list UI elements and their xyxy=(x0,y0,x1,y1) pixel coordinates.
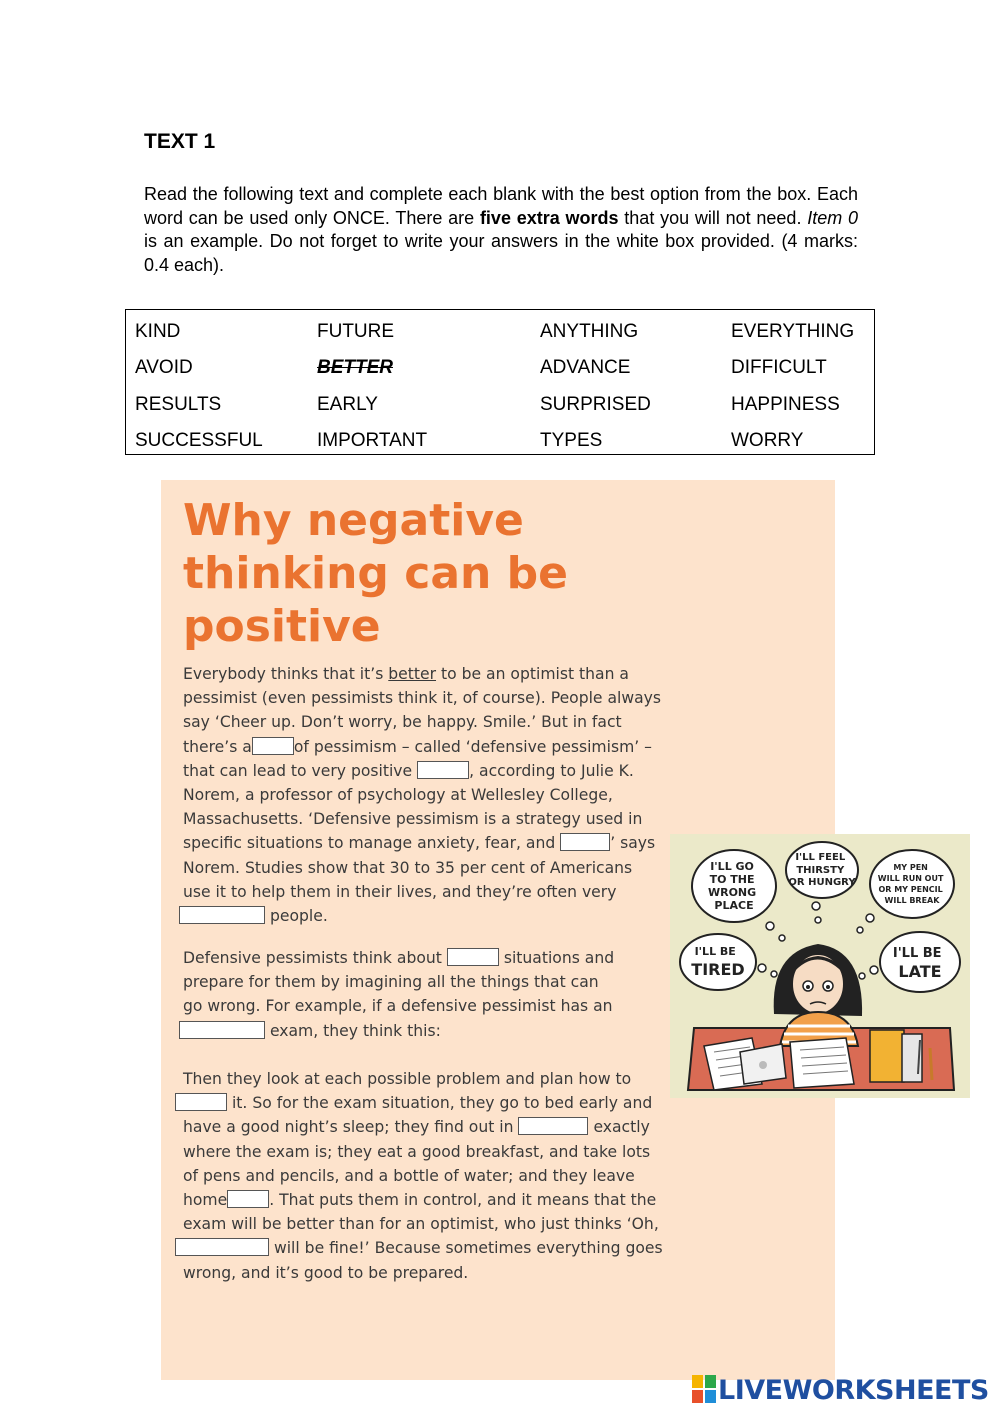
word-box-item: HAPPINESS xyxy=(731,394,840,415)
answer-blank-2[interactable] xyxy=(417,761,469,779)
word-box-item: WORRY xyxy=(731,430,804,451)
word-box xyxy=(125,309,875,455)
worried-student-illustration xyxy=(670,834,970,1098)
word-box-item-used-example: BETTER xyxy=(317,357,393,378)
liveworksheets-logo xyxy=(692,1372,989,1408)
svg-text:I'LL GO TO THE WRO xyxy=(708,860,760,912)
answer-blank-6[interactable] xyxy=(179,1021,265,1039)
bubble-text: I'LL BE xyxy=(694,945,736,958)
word-box-item: SURPRISED xyxy=(540,394,651,415)
bubble-text: WILL RUN OUT xyxy=(877,874,944,883)
bubble-text: MY PEN xyxy=(893,863,928,872)
thought-bubble-tired xyxy=(680,934,756,990)
instructions-text: is an example. Do not forget to write your answers in the white box provided. (4 marks: 0.4 each). xyxy=(144,231,858,275)
svg-text:I'LL FEEL THIRSTY xyxy=(788,852,856,888)
word-box-item: FUTURE xyxy=(317,321,395,342)
instructions-text: that you will not need. xyxy=(618,207,808,228)
answer-blank-9[interactable] xyxy=(227,1190,269,1208)
article-paragraph-3: Then they look at each possible problem and plan how to it. So for the exam situation, they go to bed early and have a good night’s sleep; they find out in exactly where the exam is; they eat a good breakfast, and take lots of pens and pencils, and a bottle of water; and they leave home . That puts them in control, and it means that the exam will be better than for an optimist, who just thinks ‘Oh, will be fine!’ Because sometimes everything goes wrong, and it’s good to be prepared. xyxy=(183,1067,683,1285)
word-box-item: EARLY xyxy=(317,394,378,415)
bubble-text: I'LL BE xyxy=(892,946,942,961)
section-heading: TEXT 1 xyxy=(144,130,216,153)
article-paragraph-1: Everybody thinks that it’s better to be an optimist than a pessimist (even pessimists think it, of course). People always say ‘Cheer up. Don’t worry, be happy. Smile.’ But in fact there’s a of pessimism – called ‘defensive pessimism’ – that can lead to very positive , according to Julie K. Norem, a professor of psychology at Wellesley College, Massachusetts. ‘Defensive pessimism is a strategy used in specific situations to manage anxiety, fear, and ’ says Norem. Studies show that 30 to 35 per cent of Americans use it to help them in their lives, and they’re often very people. xyxy=(183,662,683,928)
laptop-logo xyxy=(759,1061,767,1069)
answer-blank-8[interactable] xyxy=(518,1117,588,1135)
instructions-italic: Item 0 xyxy=(807,207,858,228)
answer-blank-3[interactable] xyxy=(560,833,610,851)
article-paragraph-2: Defensive pessimists think about situations and prepare for them by imagining all the things that can go wrong. For example, if a defensive pessimist has an exam, they think this: xyxy=(183,946,683,1043)
bubble-text: I'LL GO xyxy=(710,860,754,873)
bubble-text: I'LL FEEL xyxy=(795,852,846,863)
word-box-item: ANYTHING xyxy=(540,321,639,342)
word-box-item: ADVANCE xyxy=(540,357,631,378)
logo-text: LIVEWORKSHEETS xyxy=(718,1374,989,1406)
word-box-item: RESULTS xyxy=(135,394,222,415)
svg-text:I'LL BE LATE xyxy=(893,942,947,981)
bubble-text: LATE xyxy=(898,962,942,981)
example-answer: better xyxy=(388,665,437,683)
instructions-bold: five extra words xyxy=(479,207,619,228)
bubble-text: WILL BREAK xyxy=(884,896,940,905)
bubble-text: THIRSTY xyxy=(796,865,845,876)
word-box-item: SUCCESSFUL xyxy=(135,430,263,451)
answer-blank-4[interactable] xyxy=(179,906,265,924)
instructions-text: Read the following text and complete each blank with the best option from the box. Each word can be used only ONCE. There are xyxy=(144,184,858,228)
answer-blank-7[interactable] xyxy=(175,1093,227,1111)
instructions xyxy=(144,183,858,277)
logo-icon xyxy=(692,1375,718,1405)
title-line: Why negative xyxy=(183,495,524,546)
word-box-item: AVOID xyxy=(135,357,193,378)
bubble-text: OR HUNGRY xyxy=(788,877,856,888)
pencil xyxy=(930,1048,932,1080)
bubble-text: OR MY PENCIL xyxy=(878,885,943,894)
folder xyxy=(870,1030,904,1082)
bubble-text: TO THE xyxy=(709,873,755,886)
thought-bubble-thirsty xyxy=(786,842,858,898)
word-box-item: IMPORTANT xyxy=(317,430,428,451)
answer-blank-5[interactable] xyxy=(447,948,499,966)
article-title xyxy=(183,494,643,653)
bubble-text: WRONG xyxy=(707,886,757,899)
word-box-item: TYPES xyxy=(540,430,603,451)
word-box-item: DIFFICULT xyxy=(731,357,827,378)
bubble-text: PLACE xyxy=(714,899,754,912)
title-line: positive xyxy=(183,601,381,652)
title-line: thinking can be xyxy=(183,548,568,599)
word-box-item: KIND xyxy=(135,321,181,342)
bubble-text: TIRED xyxy=(691,960,745,979)
thought-bubble-late xyxy=(880,932,960,992)
thought-bubble-pen xyxy=(870,850,954,918)
word-box-item: EVERYTHING xyxy=(731,321,855,342)
answer-blank-10[interactable] xyxy=(175,1238,269,1256)
thought-bubble-wrong-place xyxy=(692,850,776,922)
answer-blank-1[interactable] xyxy=(252,737,294,755)
svg-text:I'LL BE TIRED xyxy=(691,940,744,979)
